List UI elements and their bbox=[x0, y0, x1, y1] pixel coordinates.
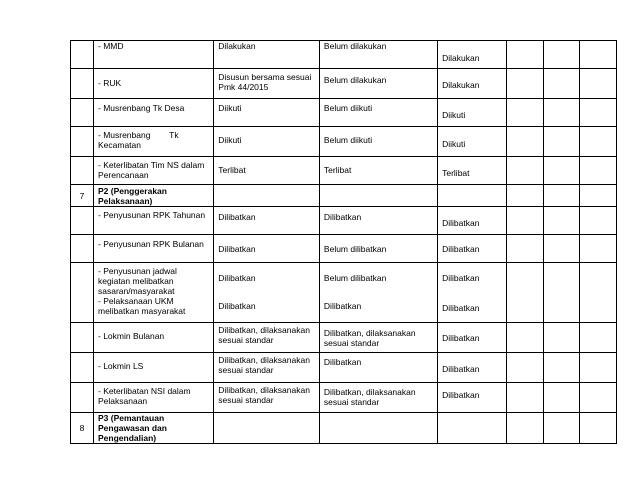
empty-cell bbox=[543, 413, 580, 444]
section-heading: P2 (Penggerakan Pelaksanaan) bbox=[94, 185, 214, 207]
value-cell: Dilibatkan bbox=[438, 353, 507, 383]
table-row bbox=[71, 323, 617, 353]
value-cell: Dilibatkan, dilaksanakan sesuai standar bbox=[319, 323, 437, 353]
empty-cell bbox=[580, 127, 617, 157]
item-line: - Pelaksanaan UKM melibatkan masyarakat bbox=[98, 296, 186, 316]
value-cell bbox=[438, 185, 507, 207]
value-cell: Diikuti bbox=[438, 127, 507, 157]
empty-cell bbox=[543, 353, 580, 383]
value-line: Dilibatkan bbox=[442, 303, 480, 313]
value-cell bbox=[438, 263, 507, 323]
value-cell bbox=[214, 263, 320, 323]
empty-cell bbox=[507, 263, 544, 323]
item-cell: - Musrenbang Tk Desa bbox=[94, 99, 214, 127]
row-number: 8 bbox=[71, 413, 94, 444]
empty-cell bbox=[543, 263, 580, 323]
empty-cell bbox=[580, 413, 617, 444]
value-cell bbox=[319, 413, 437, 444]
value-cell bbox=[319, 263, 437, 323]
value-cell: Belum diikuti bbox=[319, 127, 437, 157]
value-cell: Dilibatkan bbox=[438, 323, 507, 353]
item-cell: - MMD bbox=[94, 41, 214, 69]
empty-cell bbox=[507, 185, 544, 207]
empty-cell bbox=[507, 207, 544, 235]
value-cell bbox=[438, 413, 507, 444]
empty-cell bbox=[580, 207, 617, 235]
row-number bbox=[71, 263, 94, 323]
row-number: 7 bbox=[71, 185, 94, 207]
table-row bbox=[71, 41, 617, 69]
table-row bbox=[71, 185, 617, 207]
table-row bbox=[71, 127, 617, 157]
item-cell: - Lokmin LS bbox=[94, 353, 214, 383]
empty-cell bbox=[543, 207, 580, 235]
value-cell: Belum dilibatkan bbox=[319, 235, 437, 263]
row-number bbox=[71, 235, 94, 263]
empty-cell bbox=[580, 263, 617, 323]
empty-cell bbox=[507, 69, 544, 99]
row-number bbox=[71, 41, 94, 69]
empty-cell bbox=[580, 157, 617, 185]
item-line: - Penyusunan jadwal kegiatan melibatkan sasaran/masyarakat bbox=[98, 266, 177, 296]
value-cell: Terlibat bbox=[438, 157, 507, 185]
item-cell bbox=[94, 263, 214, 323]
table-row bbox=[71, 263, 617, 323]
value-cell: Belum dilakukan bbox=[319, 69, 437, 99]
value-cell: Terlibat bbox=[319, 157, 437, 185]
table-row bbox=[71, 99, 617, 127]
empty-cell bbox=[580, 383, 617, 413]
value-line: Dilibatkan bbox=[323, 301, 362, 311]
empty-cell bbox=[543, 185, 580, 207]
row-number bbox=[71, 69, 94, 99]
value-cell: Dilibatkan, dilaksanakan sesuai standar bbox=[214, 353, 320, 383]
value-cell: Dilibatkan bbox=[214, 235, 320, 263]
item-cell: - Musrenbang Tk Kecamatan bbox=[94, 127, 214, 157]
value-cell: Terlibat bbox=[214, 157, 320, 185]
empty-cell bbox=[580, 41, 617, 69]
value-cell: Dilibatkan bbox=[214, 207, 320, 235]
row-number bbox=[71, 383, 94, 413]
value-line: Dilibatkan bbox=[218, 301, 256, 311]
value-cell: Dilibatkan bbox=[438, 207, 507, 235]
monitoring-table bbox=[70, 40, 617, 444]
value-cell: Diikuti bbox=[214, 99, 320, 127]
table-row bbox=[71, 207, 617, 235]
item-cell: - Keterlibatan Tim NS dalam Perencanaan bbox=[94, 157, 214, 185]
value-cell: Dilakukan bbox=[214, 41, 320, 69]
value-cell: Dilibatkan, dilaksanakan sesuai standar bbox=[214, 383, 320, 413]
empty-cell bbox=[507, 413, 544, 444]
value-cell: Belum dilakukan bbox=[319, 41, 437, 69]
empty-cell bbox=[543, 157, 580, 185]
empty-cell bbox=[507, 157, 544, 185]
value-cell: Belum diikuti bbox=[319, 99, 437, 127]
value-cell: Diikuti bbox=[214, 127, 320, 157]
row-number bbox=[71, 157, 94, 185]
empty-cell bbox=[580, 323, 617, 353]
empty-cell bbox=[580, 99, 617, 127]
empty-cell bbox=[507, 323, 544, 353]
value-cell: Disusun bersama sesuai Pmk 44/2015 bbox=[214, 69, 320, 99]
empty-cell bbox=[543, 383, 580, 413]
table-row bbox=[71, 353, 617, 383]
empty-cell bbox=[543, 323, 580, 353]
table-row bbox=[71, 413, 617, 444]
value-line: Belum dilibatkan bbox=[323, 273, 387, 283]
value-cell: Dilibatkan bbox=[438, 383, 507, 413]
table-row bbox=[71, 383, 617, 413]
value-cell: Dilakukan bbox=[438, 69, 507, 99]
row-number bbox=[71, 207, 94, 235]
empty-cell bbox=[580, 69, 617, 99]
empty-cell bbox=[543, 41, 580, 69]
empty-cell bbox=[507, 353, 544, 383]
row-number bbox=[71, 353, 94, 383]
table-row bbox=[71, 69, 617, 99]
value-cell bbox=[214, 185, 320, 207]
item-cell: - RUK bbox=[94, 69, 214, 99]
item-cell: - Penyusunan RPK Bulanan bbox=[94, 235, 214, 263]
empty-cell bbox=[543, 235, 580, 263]
empty-cell bbox=[507, 41, 544, 69]
empty-cell bbox=[507, 235, 544, 263]
empty-cell bbox=[580, 235, 617, 263]
empty-cell bbox=[507, 383, 544, 413]
table-row bbox=[71, 235, 617, 263]
empty-cell bbox=[580, 353, 617, 383]
value-cell: Dilibatkan bbox=[319, 207, 437, 235]
value-cell bbox=[214, 413, 320, 444]
table-row bbox=[71, 157, 617, 185]
value-cell: Dilakukan bbox=[438, 41, 507, 69]
row-number bbox=[71, 127, 94, 157]
empty-cell bbox=[543, 69, 580, 99]
item-cell: - Keterlibatan NSI dalam Pelaksanaan bbox=[94, 383, 214, 413]
empty-cell bbox=[543, 127, 580, 157]
item-cell: - Lokmin Bulanan bbox=[94, 323, 214, 353]
value-cell: Dilibatkan, dilaksanakan sesuai standar bbox=[319, 383, 437, 413]
value-cell: Diikuti bbox=[438, 99, 507, 127]
value-cell bbox=[319, 185, 437, 207]
value-cell: Dilibatkan bbox=[438, 235, 507, 263]
item-cell: - Penyusunan RPK Tahunan bbox=[94, 207, 214, 235]
empty-cell bbox=[507, 127, 544, 157]
value-cell: Dilibatkan bbox=[319, 353, 437, 383]
empty-cell bbox=[580, 185, 617, 207]
empty-cell bbox=[507, 99, 544, 127]
section-heading: P3 (Pemantauan Pengawasan dan Pengendalian) bbox=[94, 413, 214, 444]
value-cell: Dilibatkan, dilaksanakan sesuai standar bbox=[214, 323, 320, 353]
value-line: Dilibatkan bbox=[218, 273, 256, 283]
row-number bbox=[71, 99, 94, 127]
row-number bbox=[71, 323, 94, 353]
value-line: Dilibatkan bbox=[442, 273, 480, 283]
empty-cell bbox=[543, 99, 580, 127]
